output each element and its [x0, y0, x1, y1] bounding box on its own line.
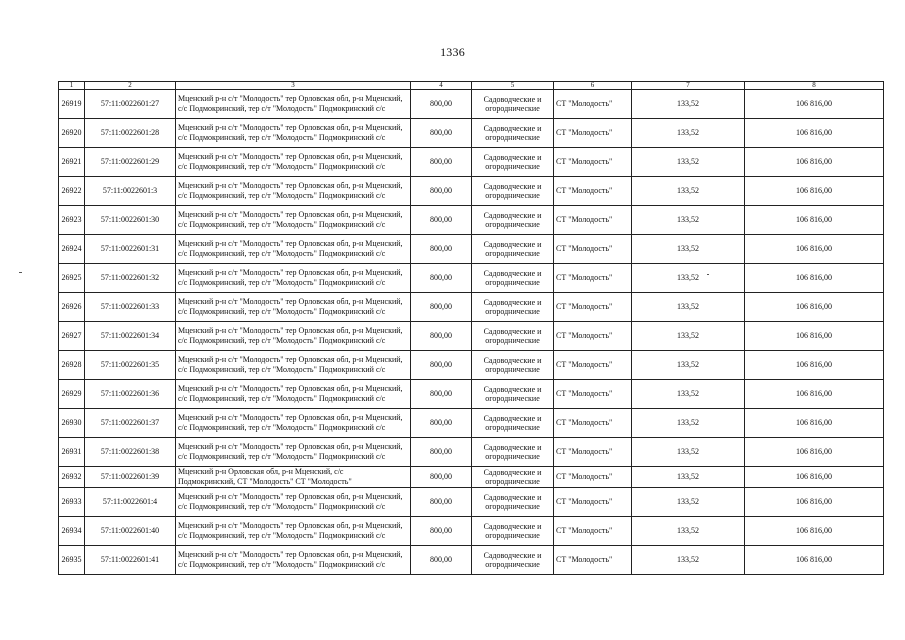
column-header: 3 — [176, 82, 411, 90]
land-use-cell — [472, 517, 554, 546]
cadastral-value: 106 816,00 — [745, 488, 884, 517]
cadastral-number: 57:11:0022601:36 — [85, 380, 176, 409]
area-value: 800,00 — [411, 90, 472, 119]
row-number: 26925 — [59, 264, 85, 293]
row-number: 26934 — [59, 517, 85, 546]
address-line: Мценский р-н с/т "Молодость" тер Орловская обл, р-н Мценский, — [178, 521, 403, 530]
owner-name: СТ "Молодость" — [554, 467, 632, 488]
address-cell — [176, 148, 411, 177]
area-value: 800,00 — [411, 488, 472, 517]
rate-value: 133,52 — [632, 438, 745, 467]
land-use-cell — [472, 293, 554, 322]
address-line: Мценский р-н с/т "Молодость" тер Орловская обл, р-н Мценский, — [178, 297, 403, 306]
land-use-cell — [472, 235, 554, 264]
rate-value: 133,52 — [632, 264, 745, 293]
land-use-cell — [472, 438, 554, 467]
address-line: Мценский р-н с/т "Молодость" тер Орловская обл, р-н Мценский, — [178, 94, 403, 103]
owner-name: СТ "Молодость" — [554, 206, 632, 235]
area-value: 800,00 — [411, 177, 472, 206]
area-value: 800,00 — [411, 293, 472, 322]
cadastral-value: 106 816,00 — [745, 206, 884, 235]
area-value: 800,00 — [411, 322, 472, 351]
scan-speck — [707, 274, 709, 275]
cadastral-value: 106 816,00 — [745, 235, 884, 264]
cadastral-value: 106 816,00 — [745, 148, 884, 177]
table-row — [59, 177, 884, 206]
cadastral-number: 57:11:0022601:4 — [85, 488, 176, 517]
land-use-line: огороднические — [485, 452, 540, 461]
area-value: 800,00 — [411, 206, 472, 235]
address-line: с/с Подмокринский, тер с/т "Молодость" Подмокринский с/с — [178, 502, 386, 511]
land-register-table — [58, 81, 884, 575]
address-line: Мценский р-н с/т "Молодость" тер Орловская обл, р-н Мценский, — [178, 152, 403, 161]
owner-name: СТ "Молодость" — [554, 517, 632, 546]
table-row — [59, 148, 884, 177]
cadastral-number: 57:11:0022601:35 — [85, 351, 176, 380]
address-line: Мценский р-н с/т "Молодость" тер Орловская обл, р-н Мценский, — [178, 326, 403, 335]
land-use-cell — [472, 177, 554, 206]
table-row — [59, 517, 884, 546]
land-use-line: огороднические — [485, 104, 540, 113]
rate-value: 133,52 — [632, 409, 745, 438]
row-number: 26926 — [59, 293, 85, 322]
cadastral-number: 57:11:0022601:3 — [85, 177, 176, 206]
land-use-line: огороднические — [485, 423, 540, 432]
row-number: 26933 — [59, 488, 85, 517]
land-use-cell — [472, 148, 554, 177]
land-use-cell — [472, 546, 554, 575]
address-line: Мценский р-н с/т "Молодость" тер Орловская обл, р-н Мценский, — [178, 210, 403, 219]
owner-name: СТ "Молодость" — [554, 546, 632, 575]
column-header: 1 — [59, 82, 85, 90]
owner-name: СТ "Молодость" — [554, 90, 632, 119]
table-row — [59, 90, 884, 119]
cadastral-number: 57:11:0022601:34 — [85, 322, 176, 351]
address-cell — [176, 90, 411, 119]
address-line: Мценский р-н с/т "Молодость" тер Орловская обл, р-н Мценский, — [178, 413, 403, 422]
land-use-cell — [472, 409, 554, 438]
rate-value: 133,52 — [632, 177, 745, 206]
area-value: 800,00 — [411, 148, 472, 177]
rate-value: 133,52 — [632, 467, 745, 488]
address-line: Мценский р-н с/т "Молодость" тер Орловская обл, р-н Мценский, — [178, 268, 403, 277]
rate-value: 133,52 — [632, 148, 745, 177]
owner-name: СТ "Молодость" — [554, 409, 632, 438]
table-row — [59, 546, 884, 575]
address-line: Мценский р-н с/т "Молодость" тер Орловская обл, р-н Мценский, — [178, 384, 403, 393]
cadastral-value: 106 816,00 — [745, 438, 884, 467]
address-line: с/с Подмокринский, тер с/т "Молодость" Подмокринский с/с — [178, 336, 386, 345]
row-number: 26924 — [59, 235, 85, 264]
cadastral-number: 57:11:0022601:32 — [85, 264, 176, 293]
land-use-cell — [472, 90, 554, 119]
land-use-cell — [472, 206, 554, 235]
cadastral-number: 57:11:0022601:27 — [85, 90, 176, 119]
address-cell — [176, 235, 411, 264]
cadastral-value: 106 816,00 — [745, 351, 884, 380]
row-number: 26921 — [59, 148, 85, 177]
area-value: 800,00 — [411, 546, 472, 575]
land-use-line: Садоводческие и — [483, 124, 542, 133]
table-row — [59, 206, 884, 235]
land-use-line: Садоводческие и — [483, 414, 542, 423]
land-use-line: огороднические — [485, 191, 540, 200]
address-line: с/с Подмокринский, тер с/т "Молодость" Подмокринский с/с — [178, 249, 386, 258]
address-line: Мценский р-н с/т "Молодость" тер Орловская обл, р-н Мценский, — [178, 492, 403, 501]
rate-value: 133,52 — [632, 235, 745, 264]
address-line: с/с Подмокринский, тер с/т "Молодость" Подмокринский с/с — [178, 278, 386, 287]
land-use-line: Садоводческие и — [483, 551, 542, 560]
address-line: с/с Подмокринский, тер с/т "Молодость" Подмокринский с/с — [178, 307, 386, 316]
rate-value: 133,52 — [632, 293, 745, 322]
address-cell — [176, 293, 411, 322]
address-line: с/с Подмокринский, тер с/т "Молодость" Подмокринский с/с — [178, 560, 386, 569]
address-cell — [176, 438, 411, 467]
rate-value: 133,52 — [632, 119, 745, 148]
cadastral-value: 106 816,00 — [745, 409, 884, 438]
rate-value: 133,52 — [632, 351, 745, 380]
land-use-line: огороднические — [485, 477, 540, 486]
land-use-cell — [472, 467, 554, 488]
address-line: с/с Подмокринский, тер с/т "Молодость" Подмокринский с/с — [178, 220, 386, 229]
land-use-line: Садоводческие и — [483, 182, 542, 191]
owner-name: СТ "Молодость" — [554, 177, 632, 206]
owner-name: СТ "Молодость" — [554, 488, 632, 517]
land-use-line: Садоводческие и — [483, 298, 542, 307]
address-line: Мценский р-н Орловская обл, р-н Мценский, с/с — [178, 467, 344, 476]
land-use-line: Садоводческие и — [483, 327, 542, 336]
land-use-line: огороднические — [485, 220, 540, 229]
cadastral-value: 106 816,00 — [745, 322, 884, 351]
table-row — [59, 467, 884, 488]
address-cell — [176, 206, 411, 235]
address-cell — [176, 488, 411, 517]
area-value: 800,00 — [411, 438, 472, 467]
land-use-line: огороднические — [485, 502, 540, 511]
rate-value: 133,52 — [632, 206, 745, 235]
table-row — [59, 488, 884, 517]
owner-name: СТ "Молодость" — [554, 148, 632, 177]
area-value: 800,00 — [411, 235, 472, 264]
row-number: 26919 — [59, 90, 85, 119]
land-use-line: Садоводческие и — [483, 356, 542, 365]
address-line: с/с Подмокринский, тер с/т "Молодость" Подмокринский с/с — [178, 133, 386, 142]
address-line: с/с Подмокринский, тер с/т "Молодость" Подмокринский с/с — [178, 452, 386, 461]
column-header: 4 — [411, 82, 472, 90]
address-line: с/с Подмокринский, тер с/т "Молодость" Подмокринский с/с — [178, 191, 386, 200]
rate-value: 133,52 — [632, 380, 745, 409]
address-cell — [176, 264, 411, 293]
address-line: с/с Подмокринский, тер с/т "Молодость" Подмокринский с/с — [178, 394, 386, 403]
register-body — [59, 90, 884, 575]
address-line: Мценский р-н с/т "Молодость" тер Орловская обл, р-н Мценский, — [178, 442, 403, 451]
address-line: Мценский р-н с/т "Молодость" тер Орловская обл, р-н Мценский, — [178, 123, 403, 132]
address-cell — [176, 467, 411, 488]
cadastral-value: 106 816,00 — [745, 546, 884, 575]
address-cell — [176, 409, 411, 438]
land-use-line: огороднические — [485, 249, 540, 258]
owner-name: СТ "Молодость" — [554, 293, 632, 322]
address-cell — [176, 119, 411, 148]
address-cell — [176, 380, 411, 409]
table-row — [59, 380, 884, 409]
owner-name: СТ "Молодость" — [554, 322, 632, 351]
land-use-line: Садоводческие и — [483, 95, 542, 104]
rate-value: 133,52 — [632, 90, 745, 119]
land-use-cell — [472, 119, 554, 148]
row-number: 26922 — [59, 177, 85, 206]
owner-name: СТ "Молодость" — [554, 264, 632, 293]
address-cell — [176, 177, 411, 206]
land-use-line: Садоводческие и — [483, 240, 542, 249]
land-use-line: огороднические — [485, 365, 540, 374]
land-use-line: Садоводческие и — [483, 385, 542, 394]
cadastral-value: 106 816,00 — [745, 380, 884, 409]
column-number-row — [59, 82, 884, 90]
address-line: Мценский р-н с/т "Молодость" тер Орловская обл, р-н Мценский, — [178, 181, 403, 190]
land-use-line: огороднические — [485, 394, 540, 403]
area-value: 800,00 — [411, 119, 472, 148]
land-use-line: огороднические — [485, 336, 540, 345]
land-use-line: Садоводческие и — [483, 493, 542, 502]
row-number: 26935 — [59, 546, 85, 575]
column-header: 5 — [472, 82, 554, 90]
row-number: 26931 — [59, 438, 85, 467]
owner-name: СТ "Молодость" — [554, 235, 632, 264]
area-value: 800,00 — [411, 380, 472, 409]
land-use-line: Садоводческие и — [483, 443, 542, 452]
address-cell — [176, 322, 411, 351]
land-use-cell — [472, 351, 554, 380]
land-use-line: Садоводческие и — [483, 153, 542, 162]
row-number: 26928 — [59, 351, 85, 380]
land-use-line: огороднические — [485, 560, 540, 569]
area-value: 800,00 — [411, 517, 472, 546]
owner-name: СТ "Молодость" — [554, 438, 632, 467]
address-line: с/с Подмокринский, тер с/т "Молодость" Подмокринский с/с — [178, 162, 386, 171]
land-use-line: огороднические — [485, 133, 540, 142]
column-header: 6 — [554, 82, 632, 90]
land-use-cell — [472, 322, 554, 351]
land-use-line: огороднические — [485, 162, 540, 171]
table-row — [59, 264, 884, 293]
address-line: с/с Подмокринский, тер с/т "Молодость" Подмокринский с/с — [178, 104, 386, 113]
area-value: 800,00 — [411, 351, 472, 380]
row-number: 26923 — [59, 206, 85, 235]
land-use-line: огороднические — [485, 531, 540, 540]
cadastral-value: 106 816,00 — [745, 119, 884, 148]
owner-name: СТ "Молодость" — [554, 351, 632, 380]
area-value: 800,00 — [411, 467, 472, 488]
row-number: 26930 — [59, 409, 85, 438]
address-line: с/с Подмокринский, тер с/т "Молодость" Подмокринский с/с — [178, 365, 386, 374]
table-row — [59, 322, 884, 351]
column-header: 8 — [745, 82, 884, 90]
cadastral-number: 57:11:0022601:41 — [85, 546, 176, 575]
cadastral-value: 106 816,00 — [745, 293, 884, 322]
cadastral-number: 57:11:0022601:38 — [85, 438, 176, 467]
land-use-line: Садоводческие и — [483, 522, 542, 531]
cadastral-number: 57:11:0022601:30 — [85, 206, 176, 235]
address-cell — [176, 546, 411, 575]
table-row — [59, 293, 884, 322]
row-number: 26929 — [59, 380, 85, 409]
land-use-line: огороднические — [485, 278, 540, 287]
land-use-line: огороднические — [485, 307, 540, 316]
address-line: с/с Подмокринский, тер с/т "Молодость" Подмокринский с/с — [178, 423, 386, 432]
land-use-line: Садоводческие и — [483, 211, 542, 220]
column-header: 7 — [632, 82, 745, 90]
table-row — [59, 119, 884, 148]
row-number: 26932 — [59, 467, 85, 488]
cadastral-number: 57:11:0022601:28 — [85, 119, 176, 148]
land-use-cell — [472, 488, 554, 517]
table-row — [59, 235, 884, 264]
owner-name: СТ "Молодость" — [554, 380, 632, 409]
cadastral-number: 57:11:0022601:37 — [85, 409, 176, 438]
cadastral-number: 57:11:0022601:33 — [85, 293, 176, 322]
table-row — [59, 351, 884, 380]
address-line: Мценский р-н с/т "Молодость" тер Орловская обл, р-н Мценский, — [178, 550, 403, 559]
land-use-cell — [472, 380, 554, 409]
land-use-cell — [472, 264, 554, 293]
address-line: Мценский р-н с/т "Молодость" тер Орловская обл, р-н Мценский, — [178, 239, 403, 248]
owner-name: СТ "Молодость" — [554, 119, 632, 148]
area-value: 800,00 — [411, 409, 472, 438]
row-number: 26927 — [59, 322, 85, 351]
cadastral-value: 106 816,00 — [745, 264, 884, 293]
area-value: 800,00 — [411, 264, 472, 293]
address-line: Подмокринский, СТ "Молодость" СТ "Молодость" — [178, 477, 352, 486]
table-row — [59, 409, 884, 438]
rate-value: 133,52 — [632, 517, 745, 546]
address-cell — [176, 517, 411, 546]
row-number: 26920 — [59, 119, 85, 148]
cadastral-value: 106 816,00 — [745, 467, 884, 488]
rate-value: 133,52 — [632, 322, 745, 351]
table-row — [59, 438, 884, 467]
rate-value: 133,52 — [632, 488, 745, 517]
land-use-line: Садоводческие и — [483, 468, 542, 477]
page-number: 1336 — [440, 45, 465, 59]
address-line: с/с Подмокринский, тер с/т "Молодость" Подмокринский с/с — [178, 531, 386, 540]
cadastral-number: 57:11:0022601:39 — [85, 467, 176, 488]
column-header: 2 — [85, 82, 176, 90]
cadastral-value: 106 816,00 — [745, 177, 884, 206]
cadastral-value: 106 816,00 — [745, 90, 884, 119]
land-use-line: Садоводческие и — [483, 269, 542, 278]
cadastral-number: 57:11:0022601:31 — [85, 235, 176, 264]
cadastral-number: 57:11:0022601:40 — [85, 517, 176, 546]
address-line: Мценский р-н с/т "Молодость" тер Орловская обл, р-н Мценский, — [178, 355, 403, 364]
cadastral-number: 57:11:0022601:29 — [85, 148, 176, 177]
address-cell — [176, 351, 411, 380]
cadastral-value: 106 816,00 — [745, 517, 884, 546]
scan-speck — [19, 272, 22, 273]
rate-value: 133,52 — [632, 546, 745, 575]
